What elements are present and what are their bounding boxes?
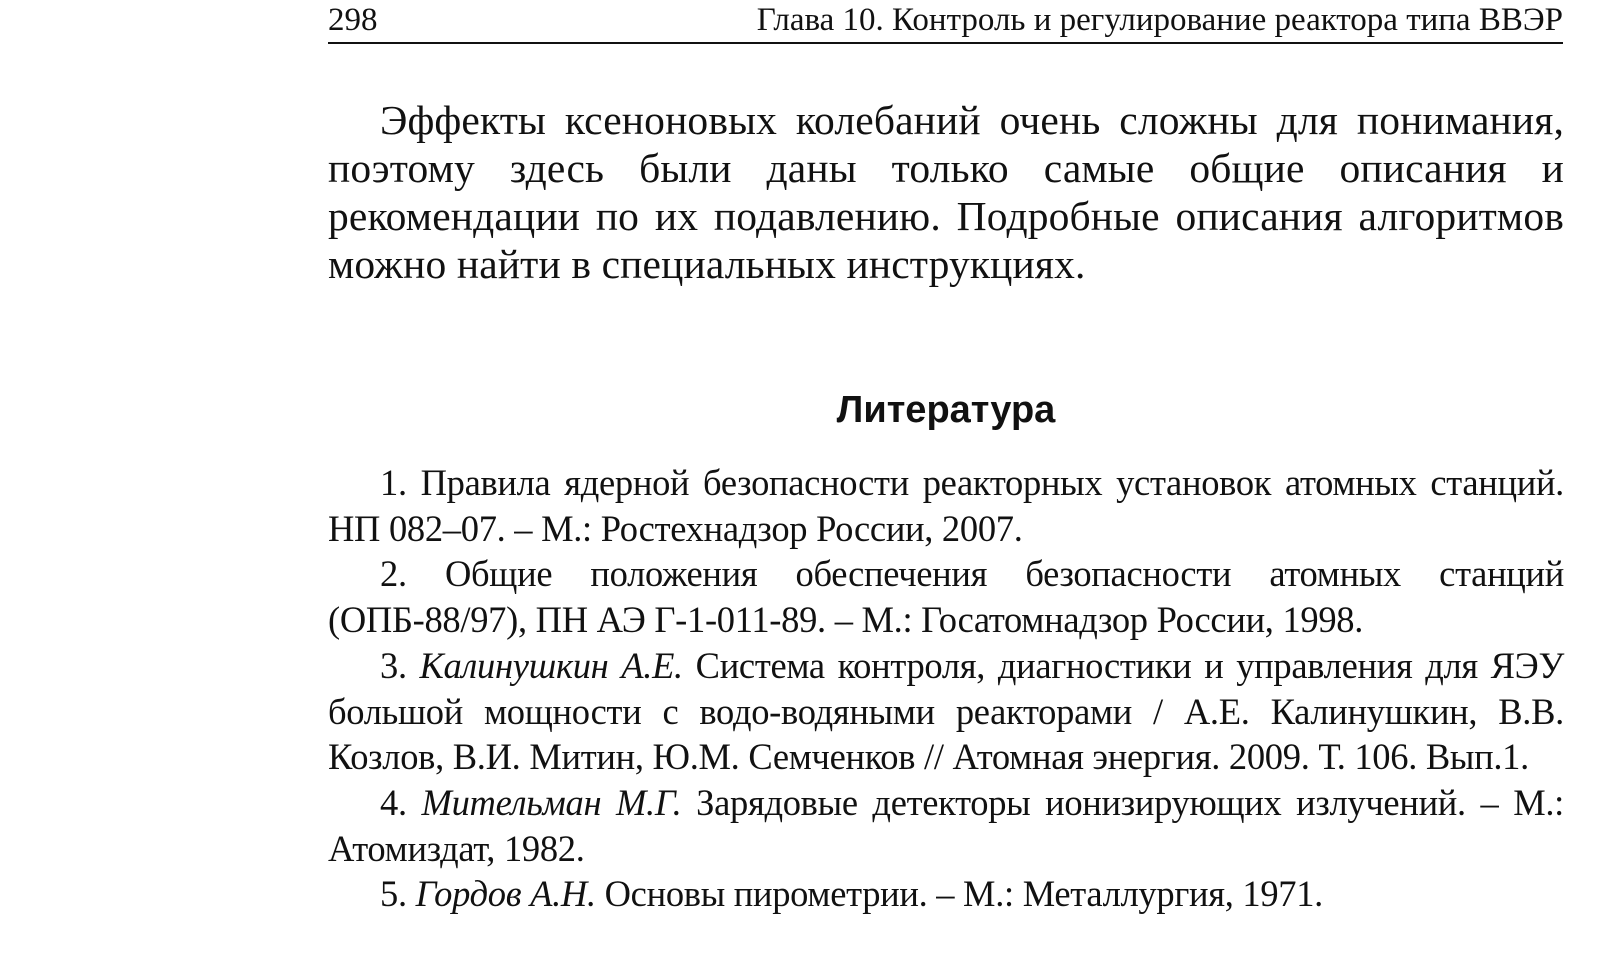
reference-text: Зарядовые детекторы ионизирующих излучений. – М.: Атомиздат, 1982. xyxy=(328,781,1565,869)
reference-number: 4. xyxy=(380,781,407,823)
page-number: 298 xyxy=(328,2,378,38)
reference-number: 2. xyxy=(380,553,407,595)
reference-author: Гордов А.Н. xyxy=(415,873,596,915)
running-head xyxy=(328,0,1563,44)
reference-item-1 xyxy=(328,460,1564,551)
reference-author: Мительман М.Г. xyxy=(421,781,682,823)
reference-number: 3. xyxy=(380,644,407,686)
reference-text: Правила ядерной безопасности реакторных установок атомных станций. НП 082–07. – М.: Ростехнадзор России, 2007. xyxy=(328,462,1565,549)
reference-item-3 xyxy=(328,643,1564,780)
reference-text: Основы пирометрии. – М.: Металлургия, 1971. xyxy=(604,873,1323,915)
reference-text: Общие положения обеспечения безопасности атомных станций (ОПБ-88/97), ПН АЭ Г-1-011-89. – М.: Госатомнадзор России, 1998. xyxy=(328,553,1564,641)
reference-item-4 xyxy=(328,780,1564,871)
references-heading: Литература xyxy=(836,389,1056,431)
reference-author: Калинушкин А.Е. xyxy=(419,644,683,686)
reference-number: 5. xyxy=(380,873,407,915)
reference-text: Система контроля, диагностики и управления для ЯЭУ большой мощности с водо-водяными реакторами / А.Е. Калинушкин, В.В. Козлов, В.И. Митин, Ю.М. Семченков // Атомная энергия. 2009. Т. 106. Вып.1. xyxy=(328,644,1565,778)
reference-list xyxy=(328,460,1564,917)
reference-number: 1. xyxy=(380,462,407,503)
chapter-title: Глава 10. Контроль и регулирование реактора типа ВВЭР xyxy=(756,2,1563,38)
intro-paragraph: Эффекты ксеноновых колебаний очень сложны для понимания, поэтому здесь были даны только самые общие описания и рекомендации по их подавлению. Подробные описания алгоритмов можно найти в специальных инструкциях. xyxy=(328,97,1564,287)
reference-item-5 xyxy=(328,871,1564,917)
reference-item-2 xyxy=(328,551,1564,642)
